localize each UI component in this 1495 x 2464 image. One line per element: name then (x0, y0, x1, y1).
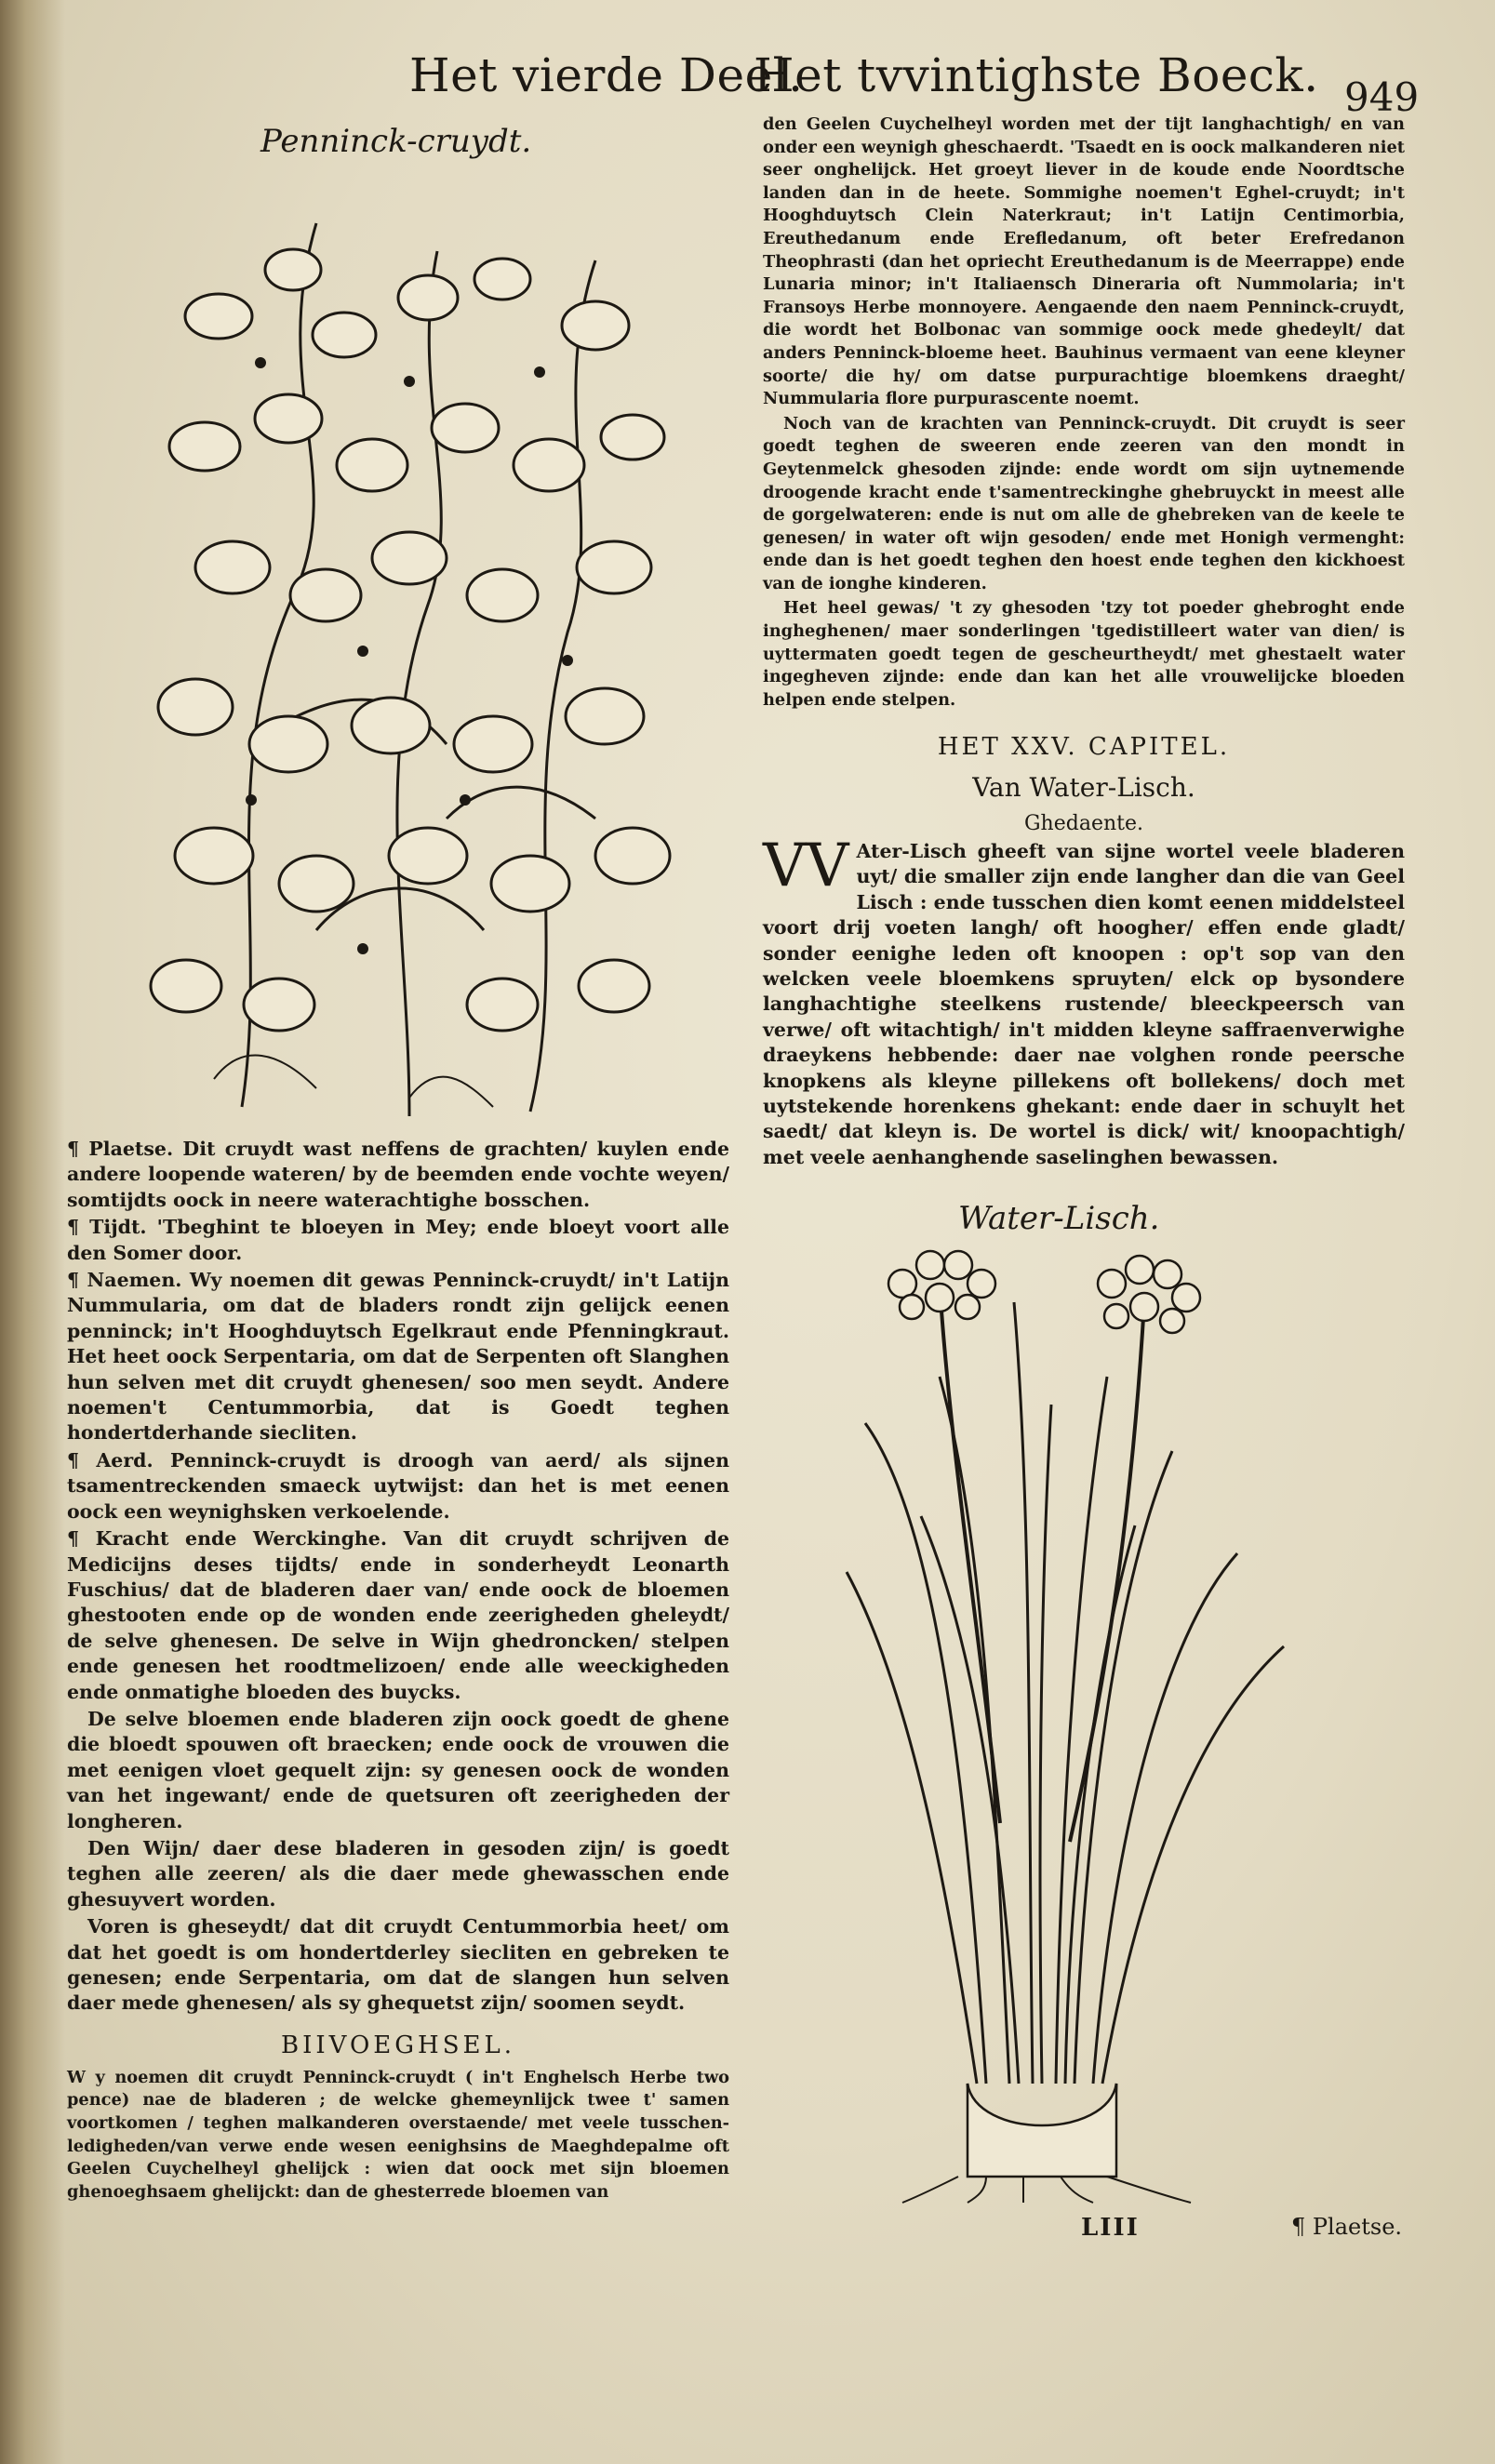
description-paragraph (763, 832, 1405, 1170)
section-title-biivoeghsel: BIIVOEGHSEL. (280, 2031, 516, 2059)
section-heading: Ghedaente. (1023, 812, 1143, 835)
header-book: Het tvvintighste Boeck. (754, 48, 1319, 102)
left-paragraph: De selve bloemen ende bladeren zijn oock goedt de ghene die bloedt spouwen oft braecken; ende oock de vrouwen die met eenigen vloet gequelt zijn: sy genesen oock de wonden van het ingewant/ ende de quetsuren oft zeerigheden der longheren. (67, 1707, 729, 1832)
left-paragraph: ¶ Aerd. Penninck-cruydt is droogh van aerd/ als sijnen tsamentreckenden smaeck uytwijst: dan het is met eenen oock een weynighsken verkoelende. (67, 1448, 729, 1523)
header-part: Het vierde Deel. (409, 48, 804, 102)
water-lisch-illustration (837, 1246, 1321, 2204)
left-paragraph: Den Wijn/ daer dese bladeren in gesoden zijn/ is goedt teghen alle zeeren/ als die daer mede ghewasschen ende ghesuyvert worden. (67, 1836, 729, 1911)
signature-mark: LIII (1081, 2214, 1140, 2242)
drop-cap: VV (763, 832, 849, 900)
left-paragraph: Voren is gheseydt/ dat dit cruydt Centummorbia heet/ om dat het goedt is om hondertderley siecliten en gebreken te genesen; ende Serpentaria, om dat de slangen hun selven daer mede ghenesen/ als sy ghequetst zijn/ soomen seydt. (67, 1915, 729, 2015)
catchword: ¶ Plaetse. (1291, 2214, 1403, 2240)
left-paragraph: ¶ Tijdt. 'Tbeghint te bloeyen in Mey; ende bloeyt voort alle den Somer door. (67, 1216, 729, 1264)
left-column (67, 1137, 729, 2204)
right-paragraph: Het heel gewas/ 't zy ghesoden 'tzy tot poeder ghebroght ende ingheghenen/ maer sonderlingen 'tgedistilleert water van dien/ is uyttermaten goedt tegen de gescheurtheydt/ met ghestaelt water ingegheven zijnde: ende dan kan het alle vrouwelijcke bloeden helpen ende stelpen. (763, 598, 1405, 710)
page-number: 949 (1344, 74, 1420, 120)
chapter-subtitle: Van Water-Lisch. (972, 772, 1195, 803)
right-caption: Water-Lisch. (958, 1200, 1160, 1237)
right-column-top (763, 113, 1405, 712)
left-paragraph: ¶ Naemen. Wy noemen dit gewas Penninck-cruydt/ in't Latijn Nummularia, om dat de bladers rondt zijn gelijck eenen penninck; in't Hooghduytsch Egelkraut ende Pfenningkraut. Het heet oock Serpentaria, om dat de Serpenten oft Slanghen hun selven met dit cruydt ghenesen/ soo men seydt. Andere noemen't Centummorbia, dat is Goedt teghen hondertderhande siecliten. (67, 1269, 729, 1445)
left-caption: Penninck-cruydt. (260, 123, 532, 160)
running-header (409, 48, 1414, 113)
addition-paragraph: W y noemen dit cruydt Penninck-cruydt ( in't Enghelsch Herbe two pence) nae de bladeren ; de welcke ghemeynlijck twee t' samen voortkomen / teghen malkanderen overstaende/ met veele tusschen-ledigheden/van verwe ende wesen eenighsins de Maeghdepalme oft Geelen Cuychelheyl ghelijck : wien dat oock met sijn bloemen ghenoeghsaem ghelijckt: dan de ghesterrede bloemen van (67, 2067, 729, 2202)
left-paragraph: ¶ Kracht ende Werckinghe. Van dit cruydt schrijven de Medicijns deses tijdts/ ende in sonderheydt Leonarth Fuschius/ dat de bladeren daer van/ ende oock de bloemen ghestooten ende op de wonden ende zeerigheden gheleydt/ de selve ghenesen. De selve in Wijn ghedroncken/ stelpen ende genesen het roodtmelizoen/ ende alle weeckigheden ende onmatighe bloeden des buycks. (67, 1527, 729, 1703)
penninck-cruydt-illustration (130, 167, 688, 1125)
description-text: Ater-Lisch gheeft van sijne wortel veele bladeren uyt/ die smaller zijn ende langher dan die van Geel Lisch : ende tusschen dien komt eenen middelsteel voort drij voeten langh/ oft hoogher/ effen ende gladt/ sonder eenighe leden oft knoopen : op't sop van den welcken veele bloemkens spruyten/ elck op bysondere langhachtighe steelkens rustende/ bleeckpeersch van verwe/ oft witachtigh/ in't midden kleyne saffraenverwighe draeykens hebbende: daer nae volghen ronde peersche knopkens als kleyne pillekens oft bollekens/ doch met uytstekende horenkens ghekant: ende daer in schuylt het saedt/ dat kleyn is. De wortel is dick/ wit/ knoopachtigh/ met veele aenhanghende saselinghen bewassen. (763, 840, 1405, 1168)
page-gutter-shadow (0, 0, 65, 2464)
right-paragraph: Noch van de krachten van Penninck-cruydt. Dit cruydt is seer goedt teghen de sweeren ende zeeren van den mondt in Geytenmelck ghesoden zijnde: ende wordt om sijn uytnemende droogende kracht ende t'samentreckinghe ghebruyckt in meest alle de gorgelwateren: ende is nut om alle de ghebreken van de keele te genesen/ in water oft wijn gesoden/ ende met Honigh vermenght: ende dan is het goedt teghen den hoest ende teghen den kickhoest van de ionghe kinderen. (763, 413, 1405, 593)
right-column-chapter (763, 716, 1405, 1170)
right-paragraph: den Geelen Cuychelheyl worden met der tijt langhachtigh/ en van onder een weynigh gheschaerdt. 'Tsaedt en is oock malkanderen niet seer onghelijck. Het groeyt liever in de koude ende Noordtsche landen dan in de heete. Sommighe noemen't Eghel-cruydt; in't Hooghduytsch Clein Naterkraut; in't Latijn Centimorbia, Ereuthedanum ende Erefledanum, oft beter Erefredanon Theophrasti (dan het opriecht Ereuthedanum is de Meerrappe) ende Lunaria minor; in't Italiaensch Dineraria oft Nummolaria; in't Fransoys Herbe monnoyere. Aengaende den naem Penninck-cruydt, die wordt het Bolbonac van sommige oock mede ghedeylt/ dat anders Penninck-bloeme heet. Bauhinus vermaent van eene kleyner soorte/ die hy/ om datse purpurachtige bloemkens draeght/ Nummularia flore purpurascente noemt. (763, 114, 1405, 409)
chapter-title: HET XXV. CAPITEL. (937, 733, 1231, 761)
left-paragraph: ¶ Plaetse. Dit cruydt wast neffens de grachten/ kuylen ende andere loopende wateren/ by de beemden ende vochte weyen/ somtijdts oock in neere waterachtighe bosschen. (67, 1138, 729, 1211)
